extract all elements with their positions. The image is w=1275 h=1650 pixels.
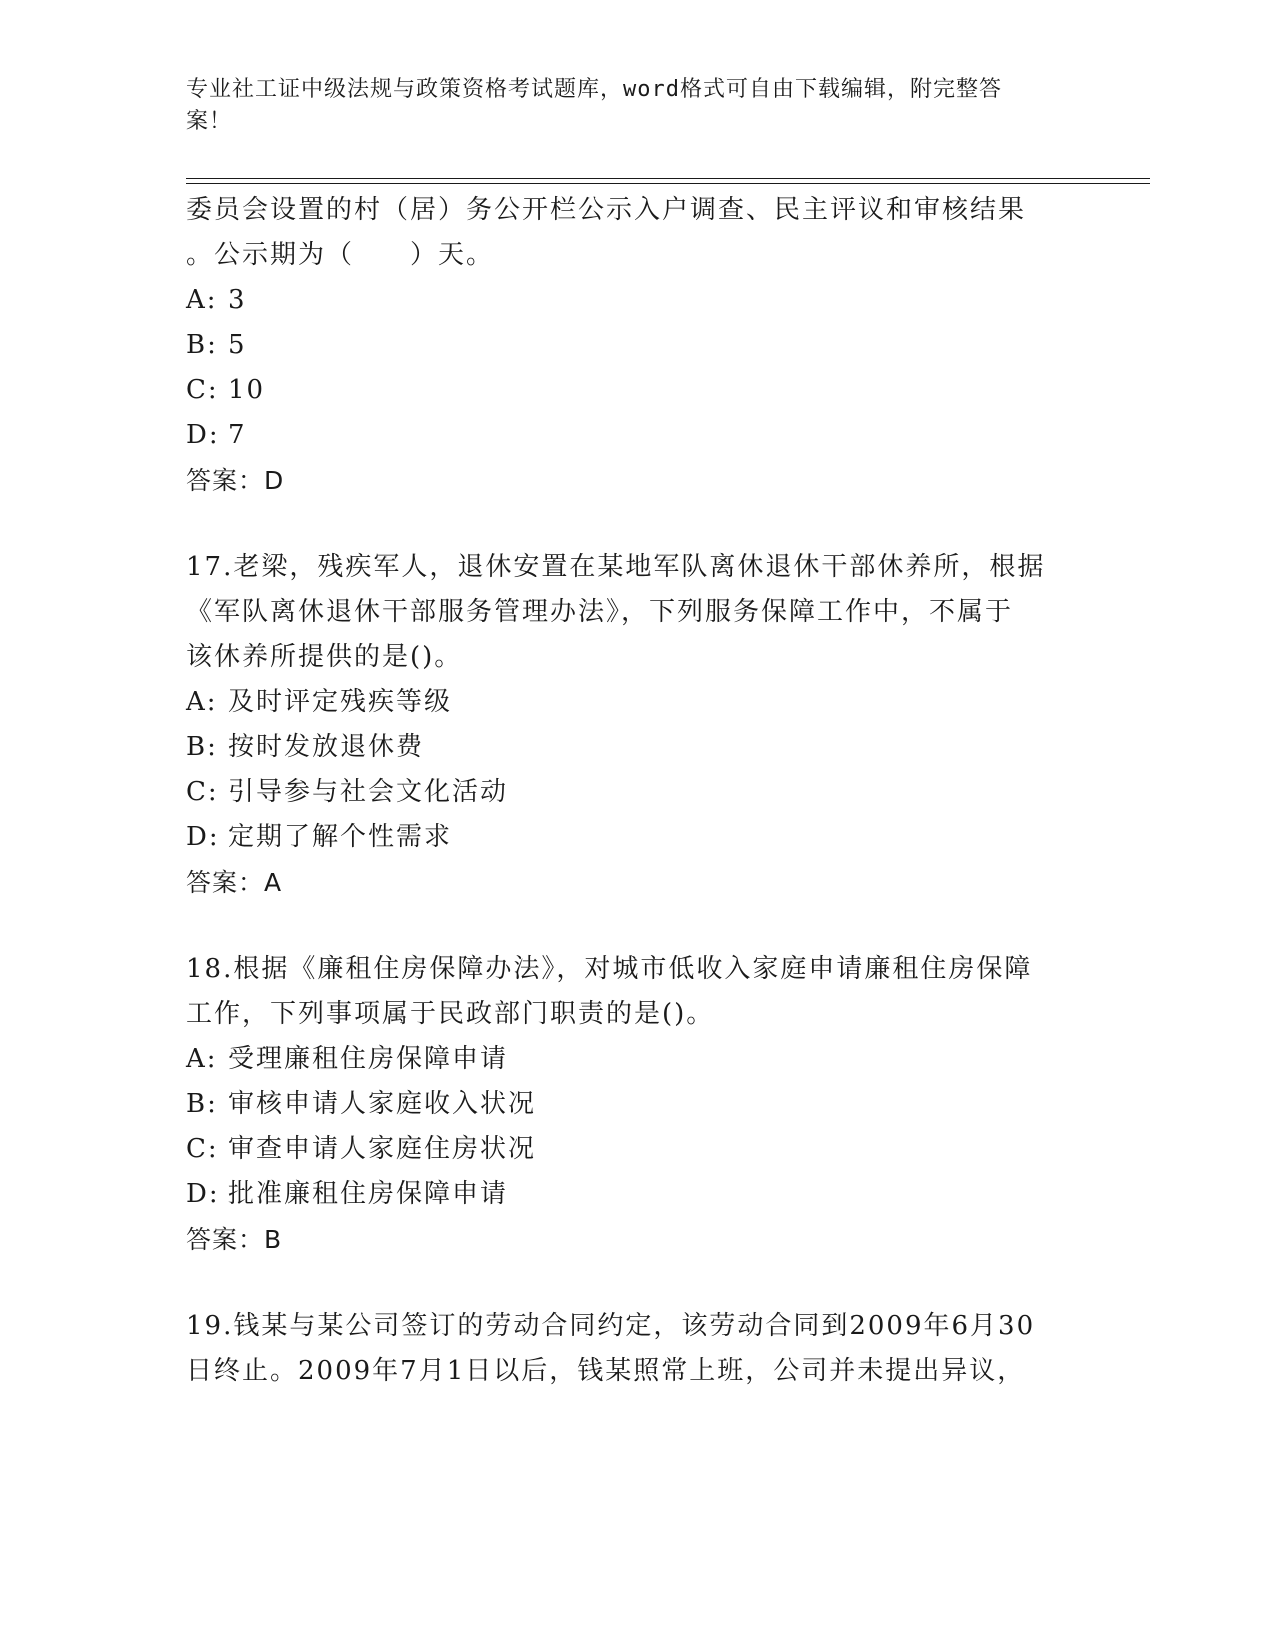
option-key: A: [186, 285, 218, 315]
option-key: B: [186, 330, 218, 360]
question-text-line: 委员会设置的村（居）务公开栏公示入户调查、民主评议和审核结果 [186, 195, 1027, 225]
option-text: 10 [228, 375, 266, 405]
option-d [186, 1172, 1086, 1217]
option-key: B: [186, 1089, 218, 1119]
option-text: 3 [228, 285, 247, 315]
option-d [186, 413, 1086, 458]
answer-line: 答案：A [186, 868, 283, 897]
option-c [186, 1127, 1086, 1172]
option-text: 审查申请人家庭住房状况 [228, 1134, 537, 1164]
option-c [186, 368, 1086, 413]
question-content [186, 188, 1086, 1394]
option-b [186, 1082, 1086, 1127]
option-a [186, 278, 1086, 323]
option-text: 及时评定残疾等级 [228, 687, 453, 717]
option-text: 定期了解个性需求 [228, 822, 453, 852]
option-key: D: [186, 1179, 220, 1209]
option-d [186, 815, 1086, 860]
header-divider-bottom [186, 183, 1150, 184]
option-text: 按时发放退休费 [228, 732, 425, 762]
option-text: 批准廉租住房保障申请 [228, 1179, 509, 1209]
option-b [186, 725, 1086, 770]
option-key: C: [186, 1134, 219, 1164]
question-continued [186, 188, 1086, 503]
option-key: D: [186, 822, 220, 852]
question-text-line: 19.钱某与某公司签订的劳动合同约定，该劳动合同到2009年6月30 [186, 1311, 1036, 1341]
option-c [186, 770, 1086, 815]
option-key: D: [186, 420, 220, 450]
option-text: 引导参与社会文化活动 [228, 777, 509, 807]
answer-line: 答案：D [186, 466, 285, 495]
option-a [186, 1037, 1086, 1082]
question-19 [186, 1304, 1086, 1394]
question-text-line: 17.老梁，残疾军人，退休安置在某地军队离休退休干部休养所，根据 [186, 552, 1046, 582]
answer-line: 答案：B [186, 1225, 283, 1254]
option-key: C: [186, 777, 219, 807]
option-text: 审核申请人家庭收入状况 [228, 1089, 537, 1119]
question-18 [186, 947, 1086, 1262]
question-text-line: 日终止。2009年7月1日以后，钱某照常上班，公司并未提出异议， [186, 1356, 1026, 1386]
option-a [186, 680, 1086, 725]
question-text-line: 该休养所提供的是()。 [186, 642, 463, 672]
option-key: A: [186, 1044, 218, 1074]
question-text-line: 。公示期为（ ）天。 [186, 240, 495, 270]
option-key: A: [186, 687, 218, 717]
question-text-line: 工作，下列事项属于民政部门职责的是()。 [186, 999, 715, 1029]
header-line-1: 专业社工证中级法规与政策资格考试题库，word格式可自由下载编辑，附完整答 [186, 77, 1002, 102]
question-text-line: 《军队离休退休干部服务管理办法》，下列服务保障工作中，不属于 [186, 597, 1014, 627]
header-line-2: 案！ [186, 109, 233, 134]
question-text-line: 18.根据《廉租住房保障办法》，对城市低收入家庭申请廉租住房保障 [186, 954, 1033, 984]
page-header [186, 74, 1066, 138]
option-text: 受理廉租住房保障申请 [228, 1044, 509, 1074]
option-key: B: [186, 732, 218, 762]
header-divider-top [186, 178, 1150, 179]
option-b [186, 323, 1086, 368]
question-17 [186, 545, 1086, 905]
option-key: C: [186, 375, 219, 405]
option-text: 7 [228, 420, 247, 450]
option-text: 5 [228, 330, 247, 360]
